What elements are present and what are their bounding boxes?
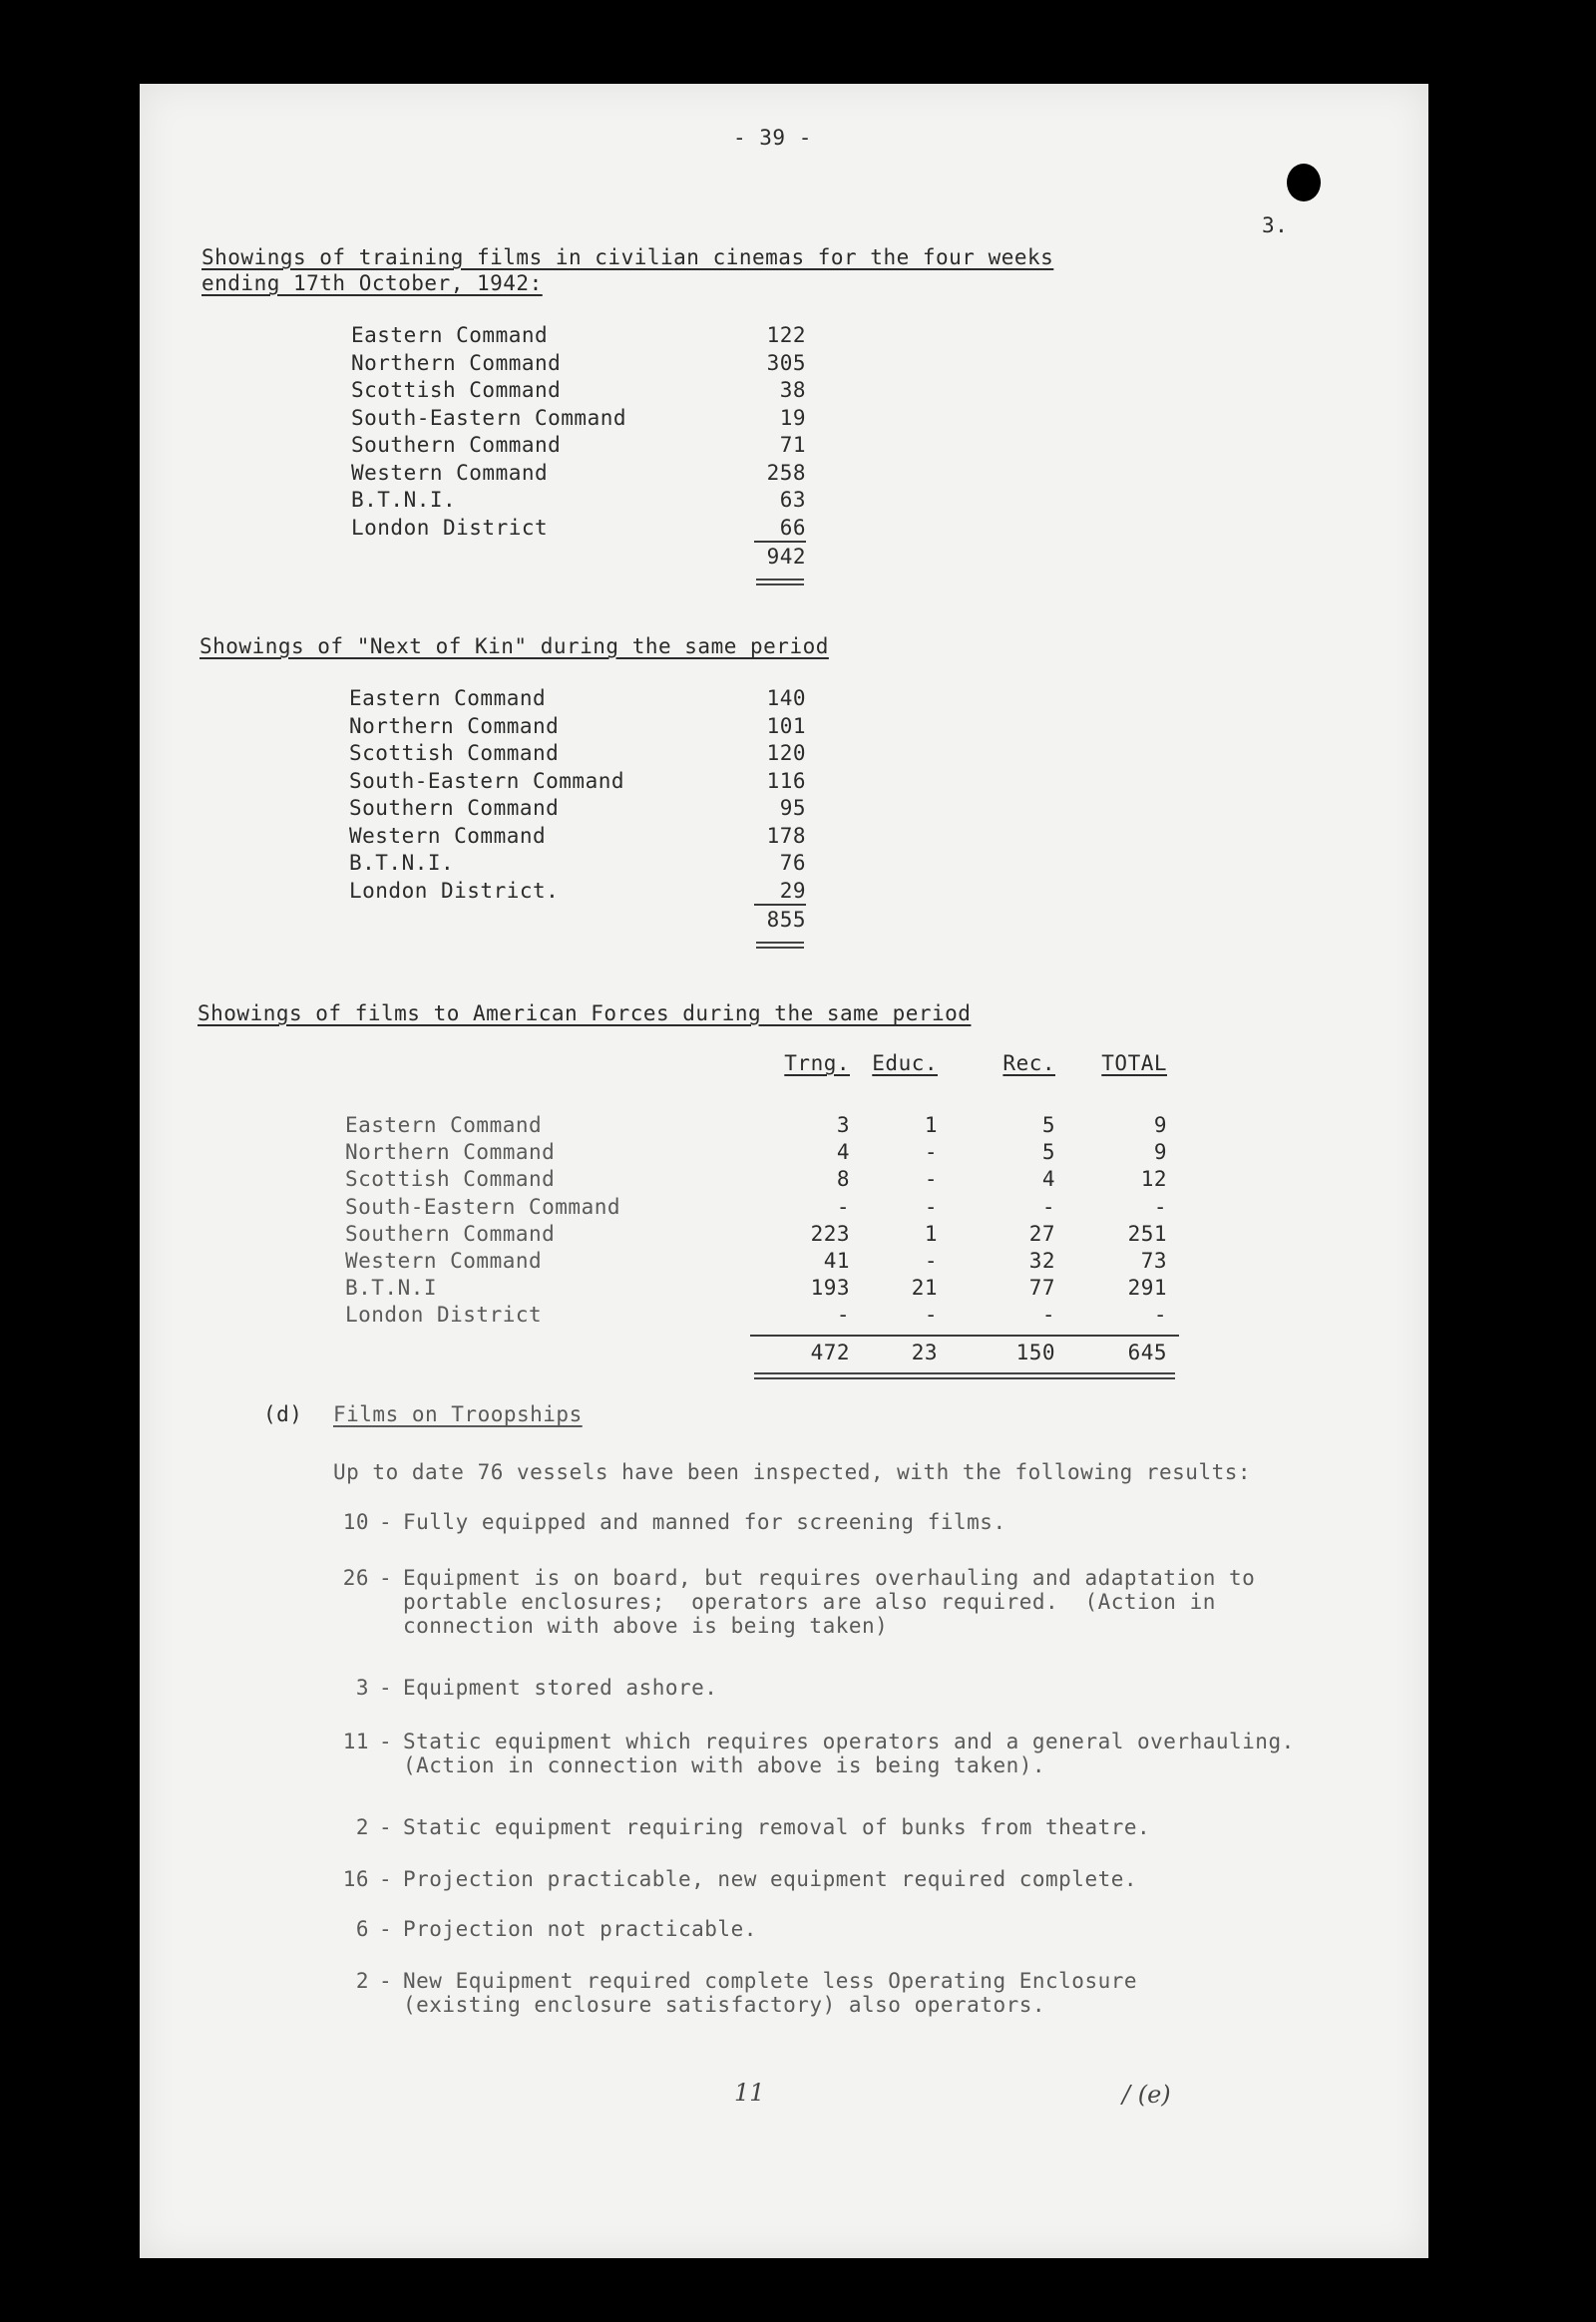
table-cell: - bbox=[836, 1194, 850, 1219]
result-dash: - bbox=[379, 1676, 393, 1700]
column-header: Educ. bbox=[872, 1051, 938, 1075]
list-item-label: B.T.N.I. bbox=[351, 488, 457, 512]
section2-list bbox=[140, 686, 1428, 985]
table-row-label: London District bbox=[345, 1303, 543, 1328]
list-item-label: Southern Command bbox=[351, 433, 562, 457]
total-value: 942 bbox=[766, 545, 806, 569]
table-cell: 77 bbox=[1028, 1276, 1055, 1301]
table-row-label: South-Eastern Command bbox=[345, 1194, 621, 1219]
table-cell: 251 bbox=[1127, 1221, 1167, 1246]
column-header: TOTAL bbox=[1101, 1051, 1167, 1075]
table-cell: - bbox=[1041, 1194, 1055, 1219]
list-item-value: 95 bbox=[779, 796, 806, 820]
result-count: 3 bbox=[355, 1676, 369, 1700]
list-item-label: Scottish Command bbox=[351, 378, 562, 402]
table-cell: 5 bbox=[1041, 1113, 1055, 1137]
list-item-value: 178 bbox=[766, 823, 806, 848]
result-dash: - bbox=[379, 1917, 393, 1941]
document-page bbox=[140, 84, 1428, 2258]
list-item-value: 122 bbox=[766, 323, 806, 347]
table-cell: 32 bbox=[1028, 1249, 1055, 1273]
table-cell: 291 bbox=[1127, 1276, 1167, 1301]
table-total-double-rule bbox=[754, 1372, 1175, 1379]
list-item-label: South-Eastern Command bbox=[351, 405, 627, 430]
list-item-label: Southern Command bbox=[349, 796, 560, 820]
table-cell: 41 bbox=[823, 1249, 850, 1273]
table-cell: - bbox=[1153, 1303, 1167, 1328]
list-item-value: 140 bbox=[766, 686, 806, 710]
result-dash: - bbox=[379, 1867, 393, 1891]
section4-marker: (d) bbox=[263, 1402, 303, 1426]
list-item-label: London District bbox=[351, 515, 549, 540]
list-item-value: 116 bbox=[766, 768, 806, 793]
list-item-value: 258 bbox=[766, 460, 806, 485]
result-count: 2 bbox=[355, 1969, 369, 1993]
table-cell: 1 bbox=[924, 1113, 938, 1137]
table-total-cell: 23 bbox=[911, 1340, 938, 1364]
table-total-cell: 472 bbox=[810, 1340, 850, 1364]
list-item-value: 38 bbox=[779, 378, 806, 402]
list-item-label: Western Command bbox=[349, 823, 547, 848]
list-item-value: 66 bbox=[779, 515, 806, 540]
table-cell: 8 bbox=[836, 1167, 850, 1192]
table-cell: - bbox=[924, 1194, 938, 1219]
list-item-value: 76 bbox=[779, 851, 806, 875]
section1-heading-line1: Showings of training films in civilian cinemas for the four weeks bbox=[201, 245, 1054, 269]
result-dash: - bbox=[379, 1969, 393, 1993]
list-item-value: 19 bbox=[779, 405, 806, 430]
punch-hole-mark bbox=[1287, 164, 1321, 201]
section4-heading: Films on Troopships bbox=[333, 1402, 583, 1426]
result-text-line: New Equipment required complete less Operating Enclosure bbox=[403, 1969, 1138, 1993]
table-cell: - bbox=[924, 1249, 938, 1273]
table-row-label: Southern Command bbox=[345, 1221, 556, 1246]
list-item-label: B.T.N.I. bbox=[349, 851, 455, 875]
list-item-label: Northern Command bbox=[351, 350, 562, 375]
list-item-value: 101 bbox=[766, 713, 806, 738]
result-dash: - bbox=[379, 1815, 393, 1839]
result-count: 2 bbox=[355, 1815, 369, 1839]
result-text-line: connection with above is being taken) bbox=[403, 1614, 889, 1638]
table-cell: 27 bbox=[1028, 1221, 1055, 1246]
list-item-label: Scottish Command bbox=[349, 741, 560, 765]
table-cell: 193 bbox=[810, 1276, 850, 1301]
table-cell: - bbox=[1041, 1303, 1055, 1328]
table-cell: 12 bbox=[1140, 1167, 1167, 1192]
table-cell: 4 bbox=[836, 1140, 850, 1165]
result-text-line: Fully equipped and manned for screening films. bbox=[403, 1510, 1006, 1534]
table-total-cell: 645 bbox=[1127, 1340, 1167, 1364]
section3-heading: Showings of films to American Forces during the same period bbox=[198, 1001, 972, 1025]
result-text-line: Projection not practicable. bbox=[403, 1917, 757, 1941]
list-item-label: South-Eastern Command bbox=[349, 768, 625, 793]
table-row-label: Western Command bbox=[345, 1249, 543, 1273]
total-rule bbox=[754, 904, 806, 906]
table-cell: - bbox=[924, 1140, 938, 1165]
result-count: 10 bbox=[342, 1510, 369, 1534]
section1-list bbox=[140, 323, 1428, 622]
table-cell: 9 bbox=[1153, 1140, 1167, 1165]
footer-mark-left: 11 bbox=[734, 2079, 765, 2107]
table-cell: 9 bbox=[1153, 1113, 1167, 1137]
table-cell: - bbox=[924, 1303, 938, 1328]
result-dash: - bbox=[379, 1730, 393, 1753]
list-item-value: 305 bbox=[766, 350, 806, 375]
list-item-value: 120 bbox=[766, 741, 806, 765]
list-item-label: Eastern Command bbox=[349, 686, 547, 710]
list-item-label: Northern Command bbox=[349, 713, 560, 738]
total-double-rule bbox=[756, 942, 804, 949]
table-cell: - bbox=[924, 1167, 938, 1192]
total-rule bbox=[754, 541, 806, 543]
table-cell: 1 bbox=[924, 1221, 938, 1246]
column-header: Rec. bbox=[1002, 1051, 1055, 1075]
result-text-line: Static equipment which requires operators and a general overhauling. bbox=[403, 1730, 1295, 1753]
list-item-label: Western Command bbox=[351, 460, 549, 485]
table-cell: 5 bbox=[1041, 1140, 1055, 1165]
result-text-line: Static equipment requiring removal of bunks from theatre. bbox=[403, 1815, 1151, 1839]
column-header: Trng. bbox=[784, 1051, 850, 1075]
table-row-label: B.T.N.I bbox=[345, 1276, 438, 1301]
section1-heading-line2: ending 17th October, 1942: bbox=[201, 271, 543, 295]
table-row-label: Scottish Command bbox=[345, 1167, 556, 1192]
table-cell: 223 bbox=[810, 1221, 850, 1246]
list-item-label: Eastern Command bbox=[351, 323, 549, 347]
result-text-line: Projection practicable, new equipment required complete. bbox=[403, 1867, 1138, 1891]
result-text-line: (Action in connection with above is being taken). bbox=[403, 1753, 1046, 1777]
table-row-label: Eastern Command bbox=[345, 1113, 543, 1137]
table-cell: 21 bbox=[911, 1276, 938, 1301]
list-item-value: 71 bbox=[779, 433, 806, 457]
troopship-results-list bbox=[140, 1510, 1428, 2128]
table-total-rule bbox=[750, 1335, 1179, 1337]
result-text-line: (existing enclosure satisfactory) also operators. bbox=[403, 1993, 1046, 2017]
list-item-label: London District. bbox=[349, 878, 560, 903]
table-cell: 3 bbox=[836, 1113, 850, 1137]
table-total-cell: 150 bbox=[1015, 1340, 1055, 1364]
result-dash: - bbox=[379, 1566, 393, 1590]
table-row-label: Northern Command bbox=[345, 1140, 556, 1165]
result-dash: - bbox=[379, 1510, 393, 1534]
total-value: 855 bbox=[766, 908, 806, 932]
sheet-number: 3. bbox=[1262, 213, 1289, 237]
table-cell: - bbox=[836, 1303, 850, 1328]
footer-mark-right: / (e) bbox=[1122, 2081, 1171, 2109]
result-count: 16 bbox=[342, 1867, 369, 1891]
table-cell: 73 bbox=[1140, 1249, 1167, 1273]
result-text-line: Equipment stored ashore. bbox=[403, 1676, 718, 1700]
list-item-value: 63 bbox=[779, 488, 806, 512]
page-number: - 39 - bbox=[733, 126, 812, 150]
section4-intro: Up to date 76 vessels have been inspected, with the following results: bbox=[333, 1460, 1252, 1484]
result-count: 6 bbox=[355, 1917, 369, 1941]
result-text-line: portable enclosures; operators are also required. (Action in bbox=[403, 1590, 1216, 1614]
section2-heading: Showings of "Next of Kin" during the same period bbox=[200, 634, 829, 658]
total-double-rule bbox=[756, 579, 804, 585]
result-count: 26 bbox=[342, 1566, 369, 1590]
table-cell: 4 bbox=[1041, 1167, 1055, 1192]
result-count: 11 bbox=[342, 1730, 369, 1753]
table-cell: - bbox=[1153, 1194, 1167, 1219]
list-item-value: 29 bbox=[779, 878, 806, 903]
result-text-line: Equipment is on board, but requires overhauling and adaptation to bbox=[403, 1566, 1256, 1590]
